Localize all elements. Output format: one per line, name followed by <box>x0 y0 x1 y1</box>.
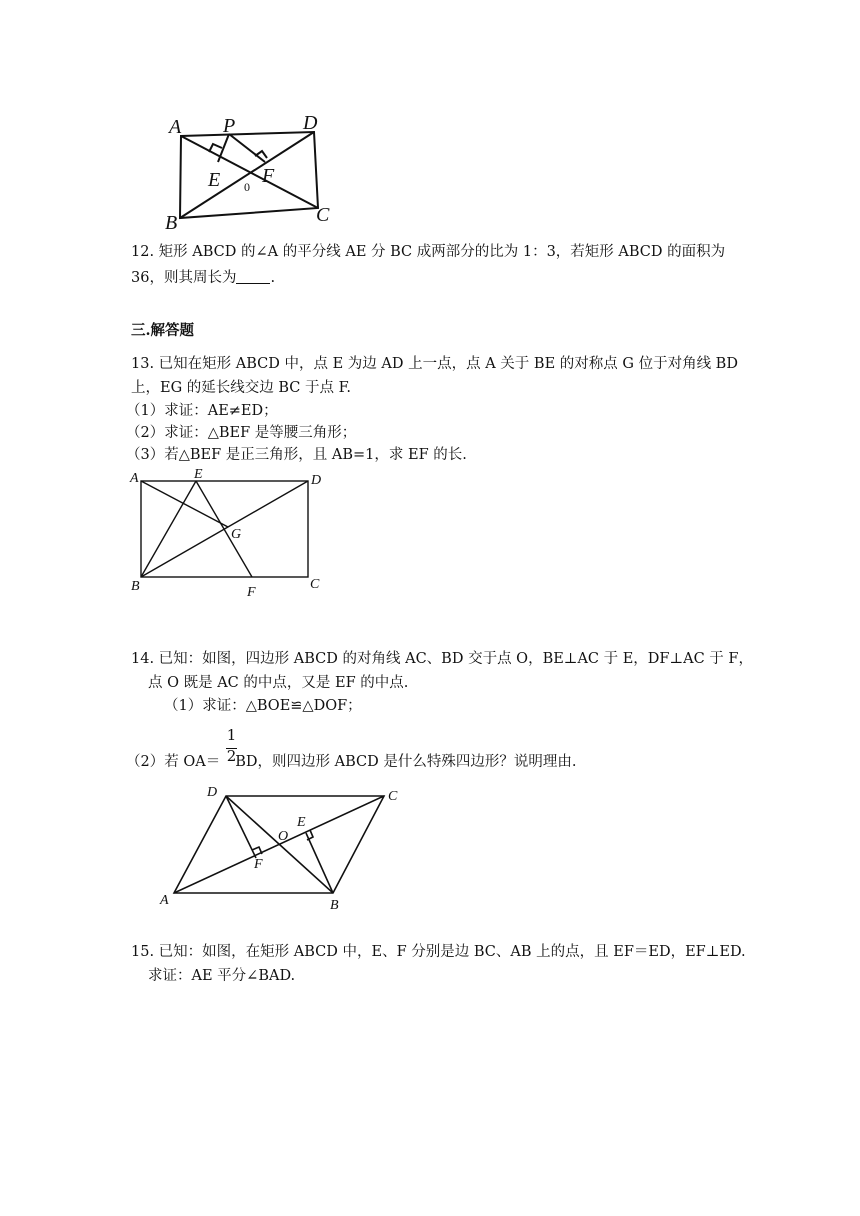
label-e: E <box>194 467 203 482</box>
label-d: D <box>207 785 218 800</box>
segment-ef <box>196 481 252 577</box>
label-d: D <box>311 473 322 488</box>
q15-line1: 15. 已知：如图，在矩形 ABCD 中，E、F 分别是边 BC、AB 上的点，且 EF＝ED，EF⊥ED. <box>131 944 746 960</box>
perpendicular-df <box>226 796 256 858</box>
label-c: C <box>316 204 330 226</box>
fraction-numerator: 1 <box>226 726 237 744</box>
label-e: E <box>297 815 306 830</box>
label-f: F <box>254 857 263 872</box>
q12-line2-prefix: 36，则其周长为 <box>131 270 237 286</box>
q13-part2: （2）求证：△BEF 是等腰三角形； <box>126 425 357 441</box>
q14-part2 <box>126 752 576 772</box>
q14-part2-suffix: BD，则四边形 ABCD 是什么特殊四边形？说明理由. <box>235 754 577 770</box>
q14-part2-prefix: （2）若 OA＝ <box>126 754 221 770</box>
diagonal-ac <box>181 136 318 208</box>
label-a: A <box>160 893 169 908</box>
q12-line2 <box>131 268 275 288</box>
label-c: C <box>388 789 398 804</box>
q13-line2: 上，EG 的延长线交边 BC 于点 F. <box>131 380 352 396</box>
q13-part3: （3）若△BEF 是正三角形，且 AB=1，求 EF 的长. <box>126 447 467 463</box>
perpendicular-be <box>306 833 333 893</box>
label-b: B <box>131 579 140 594</box>
label-f: F <box>262 165 275 187</box>
q12-line1: 12. 矩形 ABCD 的∠A 的平分线 AE 分 BC 成两部分的比为 1：3，若矩形 ABCD 的面积为 <box>131 244 726 260</box>
section-title: 三.解答题 <box>131 322 195 339</box>
segment-ag <box>141 481 228 527</box>
figure-parallelogram <box>155 780 405 910</box>
answer-blank <box>236 269 270 284</box>
label-c: C <box>310 577 320 592</box>
label-b: B <box>330 898 339 910</box>
label-o: O <box>278 829 289 844</box>
label-a: A <box>169 116 182 138</box>
label-o: 0 <box>244 180 250 194</box>
q15-line2: 求证：AE 平分∠BAD. <box>148 968 296 984</box>
figure-rectangle-beg <box>125 464 335 600</box>
q14-line2: 点 O 既是 AC 的中点，又是 EF 的中点. <box>148 675 409 691</box>
label-e: E <box>208 169 221 191</box>
q13-line1: 13. 已知在矩形 ABCD 中，点 E 为边 AD 上一点，点 A 关于 BE 的对称点 G 位于对角线 BD <box>131 356 738 372</box>
label-d: D <box>303 112 318 134</box>
diagonal-bd <box>180 132 314 218</box>
q14-line1: 14. 已知：如图，四边形 ABCD 的对角线 AC、BD 交于点 O，BE⊥AC 于 E，DF⊥AC 于 F， <box>131 651 753 667</box>
right-angle-mark-f <box>255 151 267 158</box>
diagonal-bd <box>226 796 333 893</box>
label-g: G <box>231 527 242 542</box>
figure-rectangle-apd <box>160 108 350 233</box>
label-b: B <box>165 212 178 233</box>
q12-line2-suffix: . <box>270 270 276 286</box>
fraction-denominator: 2 <box>226 747 237 765</box>
label-a: A <box>130 471 139 486</box>
label-f: F <box>247 585 256 600</box>
q13-part1: （1）求证：AE≠ED； <box>126 403 278 419</box>
label-p: P <box>223 115 236 137</box>
perpendicular-pf <box>229 134 265 162</box>
q14-part1: （1）求证：△BOE≌△DOF； <box>164 698 362 714</box>
